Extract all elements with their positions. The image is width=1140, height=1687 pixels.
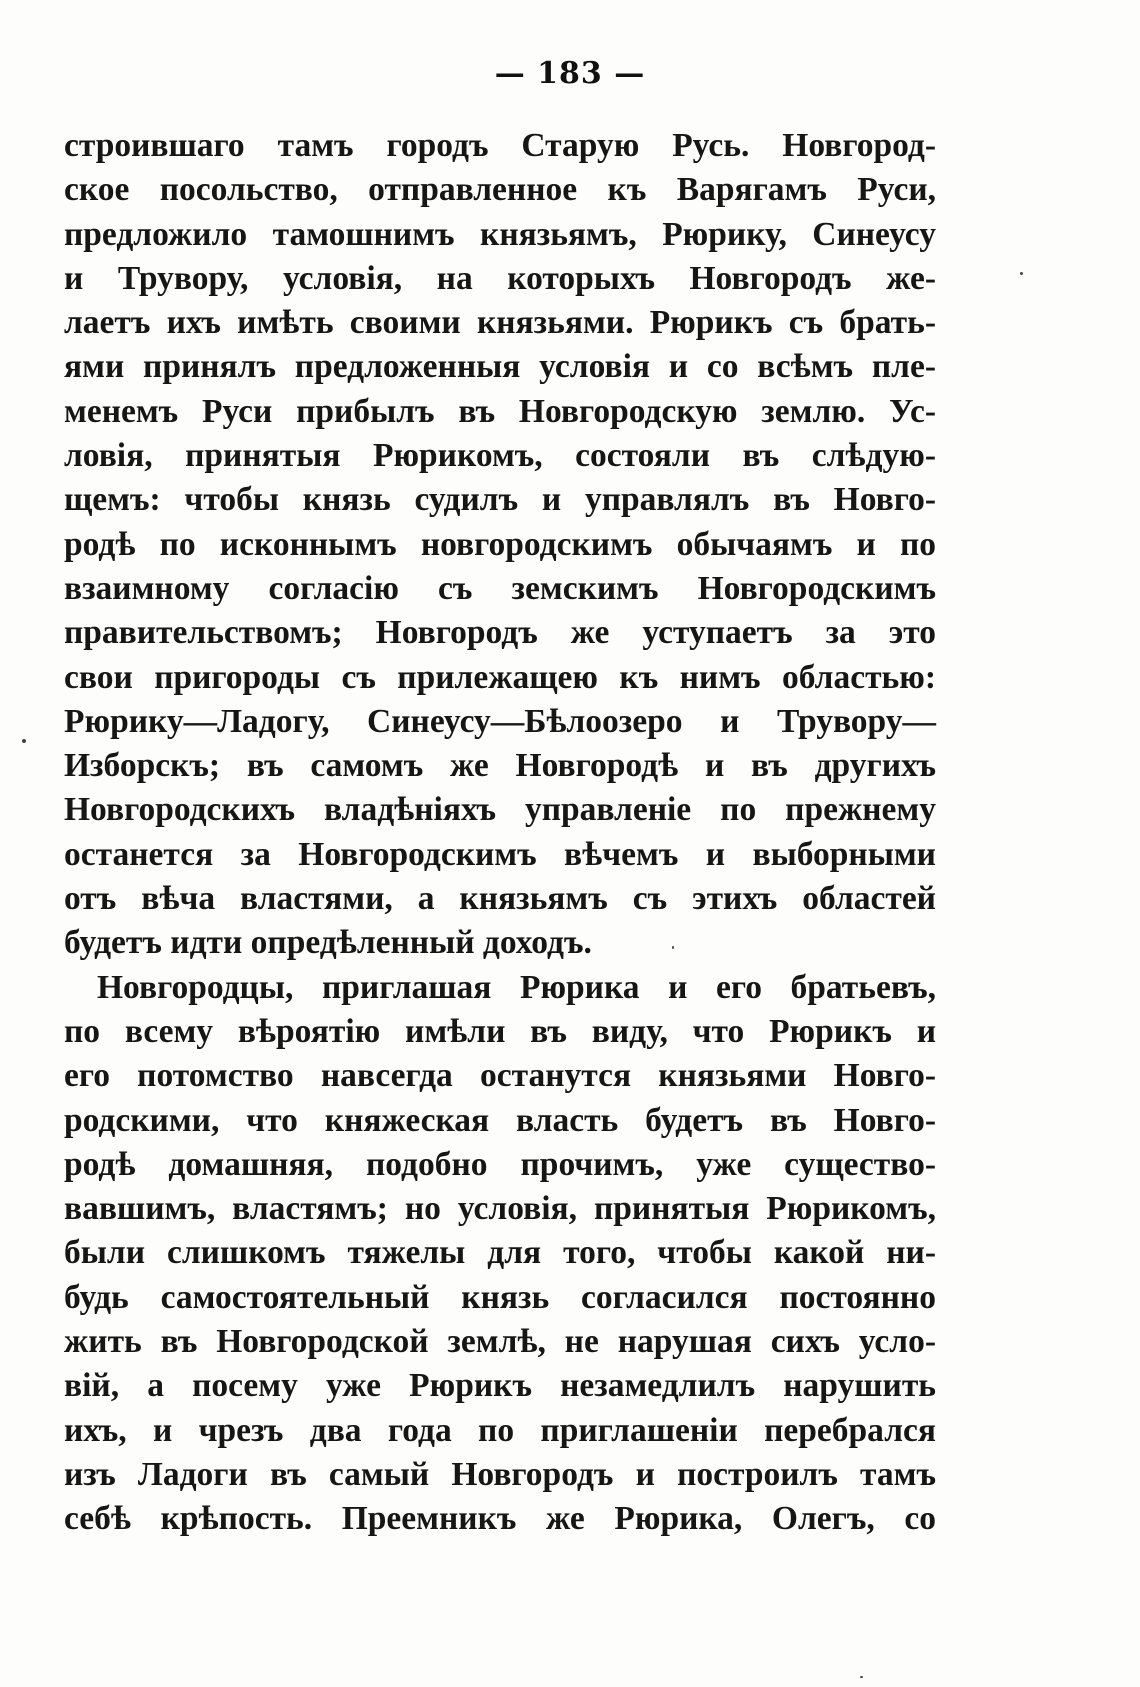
text-line: были слишкомъ тяжелы для того, чтобы какой ни- xyxy=(64,1234,936,1272)
print-speck xyxy=(22,739,26,743)
text-line: свои пригороды съ прилежащею къ нимъ областью: xyxy=(64,658,936,696)
text-line: Изборскъ; въ самомъ же Новгородѣ и въ другихъ xyxy=(64,747,936,785)
text-line: Новгородцы, приглашая Рюрика и его братьевъ, xyxy=(97,968,936,1006)
text-line: строившаго тамъ городъ Старую Русь. Новгород- xyxy=(64,127,936,164)
text-line: родѣ домашняя, подобно прочимъ, уже существо- xyxy=(64,1145,936,1183)
text-line: и Трувору, условія, на которыхъ Новгородъ же- xyxy=(64,259,936,297)
text-line: по всему вѣроятію имѣли въ виду, что Рюрикъ и xyxy=(64,1012,936,1050)
text-line: Новгородскихъ владѣніяхъ управленіе по прежнему xyxy=(64,791,936,829)
text-line: жить въ Новгородской землѣ, не нарушая сихъ усло- xyxy=(64,1323,936,1361)
body-text xyxy=(64,124,936,1542)
text-line: будетъ идти опредѣленный доходъ. xyxy=(64,924,592,962)
text-line: ловія, принятыя Рюрикомъ, состояли въ слѣдую- xyxy=(64,437,936,475)
text-line: Рюрику—Ладогу, Синеусу—Бѣлоозеро и Трувору— xyxy=(64,702,936,740)
page-number: — 183 — xyxy=(494,56,646,91)
text-line: изъ Ладоги въ самый Новгородъ и построилъ тамъ xyxy=(64,1455,936,1493)
text-line: правительствомъ; Новгородъ же уступаетъ за это xyxy=(64,614,936,652)
text-line: вій, а посему уже Рюрикъ незамедлилъ нарушить xyxy=(64,1367,936,1405)
text-line: отъ вѣча властями, а князьямъ съ этихъ областей xyxy=(64,880,936,918)
text-line: ихъ, и чрезъ два года по приглашеніи перебрался xyxy=(64,1411,936,1449)
text-line: лаетъ ихъ имѣть своими князьями. Рюрикъ съ брать- xyxy=(64,304,936,342)
text-line: предложило тамошнимъ князьямъ, Рюрику, Синеусу xyxy=(64,215,936,253)
print-speck xyxy=(1020,272,1023,275)
text-line: родскими, что княжеская власть будетъ въ Новго- xyxy=(64,1101,936,1139)
print-speck xyxy=(860,1676,863,1678)
text-line: его потомство навсегда останутся князьями Новго- xyxy=(64,1057,936,1095)
text-line: менемъ Руси прибылъ въ Новгородскую землю. Ус- xyxy=(64,392,936,430)
text-line: ями принялъ предложенныя условія и со всѣмъ пле- xyxy=(64,348,936,386)
text-line: родѣ по исконнымъ новгородскимъ обычаямъ и по xyxy=(64,525,936,563)
print-speck xyxy=(672,946,674,949)
text-line: останется за Новгородскимъ вѣчемъ и выборными xyxy=(64,835,936,873)
text-line: вавшимъ, властямъ; но условія, принятыя Рюрикомъ, xyxy=(64,1190,936,1228)
text-line: будь самостоятельный князь согласился постоянно xyxy=(64,1278,936,1316)
text-line: ское посольство, отправленное къ Варягамъ Руси, xyxy=(64,171,936,209)
text-line: щемъ: чтобы князь судилъ и управлялъ въ Новго- xyxy=(64,481,936,519)
text-line: взаимному согласію съ земскимъ Новгородскимъ xyxy=(64,569,936,607)
text-line: себѣ крѣпость. Преемникъ же Рюрика, Олегъ, со xyxy=(64,1500,936,1538)
